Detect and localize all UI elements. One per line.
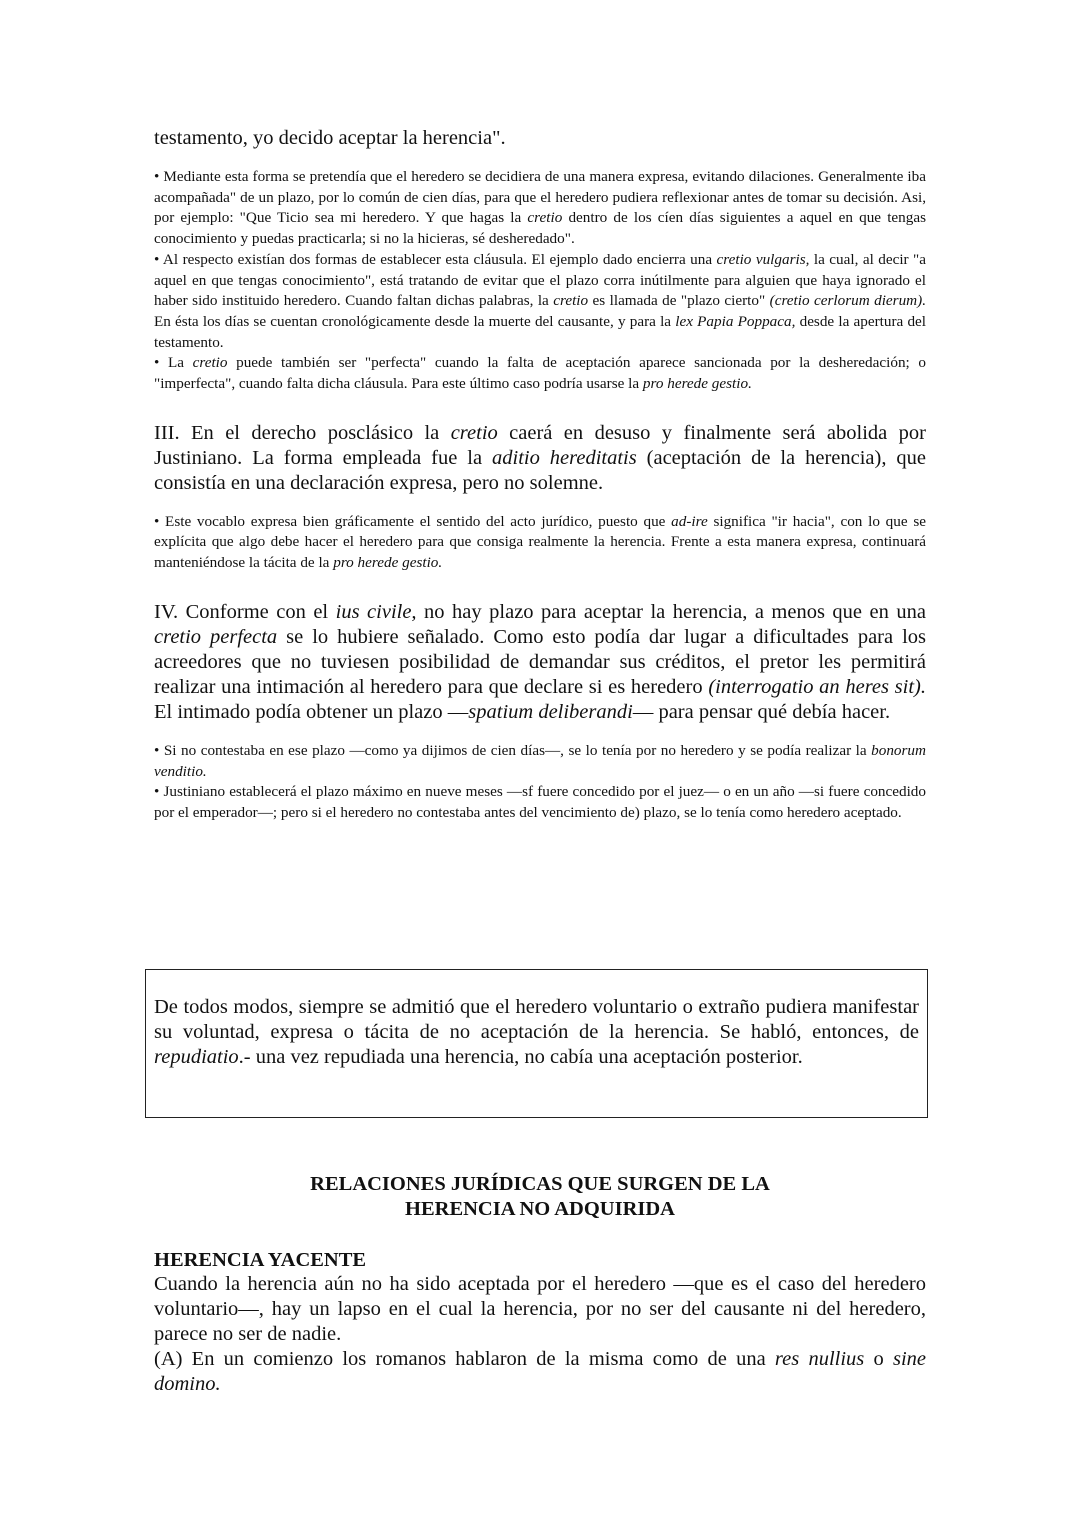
italic-term: ius civile,	[335, 600, 417, 623]
section-paragraph: Cuando la herencia aún no ha sido aceptada por el heredero —que es el caso del heredero voluntario—, hay un lapso en el cual la herencia, por no ser del causante ni del heredero, parece no ser de nadie.	[154, 1273, 926, 1345]
paragraph-iv: IV. Conforme con el ius civile, no hay plazo para aceptar la herencia, a menos que en una cretio perfecta se lo hubiere señalado. Como esto podía dar lugar a dificultades para los acreedores que no tuviesen posibilidad de demandar sus créditos, el pretor les permitirá realizar una intimación al heredero para que declare si es heredero (interrogatio an heres sit). El intimado podía obtener un plazo —spatium deliberandi— para pensar qué debía hacer.	[154, 600, 927, 723]
italic-term: cretio	[553, 292, 589, 310]
repudiatio-box	[145, 969, 928, 1118]
italic-term: cretio vulgaris,	[716, 250, 810, 268]
repudiatio-paragraph: De todos modos, siempre se admitió que el heredero voluntario o extraño pudiera manifestar su voluntad, expresa o tácita de no aceptación de la herencia. Se habló, entonces, de repudiatio.- una vez repudiada una herencia, no cabía una aceptación posterior.	[154, 996, 919, 1068]
bullet-item: • Al respecto existían dos formas de establecer esta cláusula. El ejemplo dado encierra una cretio vulgaris, la cual, al decir "a aquel en que tengas conocimiento", está tratando de evitar que el plazo corra inútilmente para alguien que haya ignorado el haber sido instituido heredero. Cuando faltan dichas palabras, la cretio es llamada de "plazo cierto" (cretio cerlorum dierum). En ésta los días se cuentan cronológicamente desde la muerte del causante, y para la lex Papia Poppaca, desde la apertura del testamento.	[154, 250, 927, 351]
herencia-yacente-section	[154, 1248, 926, 1397]
paragraph-iii: III. En el derecho posclásico la cretio caerá en desuso y finalmente será abolida por Justiniano. La forma empleada fue la aditio hereditatis (aceptación de la herencia), que consistía en una declaración expresa, pero no solemne.	[154, 421, 927, 494]
italic-term: cretio	[450, 421, 498, 444]
italic-term: cretio	[192, 354, 228, 372]
italic-term: pro herede gestio.	[642, 375, 752, 393]
italic-term: cretio	[527, 209, 563, 227]
italic-term: lex Papia Poppaca,	[675, 312, 796, 330]
intro-line: testamento, yo decido aceptar la herencia".	[154, 127, 506, 149]
italic-term: bonorum venditio.	[154, 741, 926, 780]
section-heading	[154, 1172, 926, 1222]
document-page	[154, 126, 926, 824]
heading-line-1: RELACIONES JURÍDICAS QUE SURGEN DE LA	[310, 1173, 770, 1195]
bullet-item: • Si no contestaba en ese plazo —como ya dijimos de cien días—, se lo tenía por no heredero y se podía realizar la bonorum venditio.	[154, 741, 926, 780]
italic-term: (cretio cerlorum dierum).	[769, 292, 926, 310]
italic-term: spatium deliberandi	[468, 700, 633, 723]
bullet-item: • Este vocablo expresa bien gráficamente el sentido del acto jurídico, puesto que ad-ire significa "ir hacia", con lo que se explícita que algo debe hacer el heredero para que consiga realmente la herencia. Frente a esta manera expresa, continuará manteniéndose la tácita de la pro herede gestio.	[154, 512, 926, 572]
bullet-item: • La cretio puede también ser "perfecta" cuando la falta de aceptación aparece sancionada por la desheredación; o "imperfecta", cuando falta dicha cláusula. Para este último caso podría usarse la pro herede gestio.	[154, 354, 926, 393]
italic-term: sine domino.	[154, 1348, 927, 1395]
bullets-group-2	[154, 512, 926, 574]
italic-term: (interrogatio an heres sit).	[708, 675, 927, 698]
heading-line-2: HERENCIA NO ADQUIRIDA	[405, 1198, 675, 1220]
bullets-group-1	[154, 167, 926, 395]
italic-term: repudiatio	[154, 1046, 239, 1068]
italic-term: ad-ire	[671, 512, 708, 530]
section-item-a: (A) En un comienzo los romanos hablaron de la misma como de una res nullius o sine domino.	[154, 1348, 927, 1395]
bullets-group-3	[154, 741, 926, 824]
italic-term: pro herede gestio.	[333, 554, 443, 572]
italic-term: cretio perfecta	[154, 625, 278, 648]
bullet-item: • Justiniano establecerá el plazo máximo en nueve meses —sf fuere concedido por el juez— o en un año —si fuere concedido por el emperador—; pero si el heredero no contestaba antes del vencimiento de) plazo, se lo tenía como heredero aceptado.	[154, 783, 926, 821]
bullet-item: • Mediante esta forma se pretendía que el heredero se decidiera de una manera expresa, evitando dilaciones. Generalmente iba acompañada" de un plazo, por lo común de cien días, para que el heredero pudiera reflexionar antes de tomar su decisión. Asi, por ejemplo: "Que Ticio sea mi heredero. Y que hagas la cretio dentro de los cíen días siguientes a aquel en que tengas conocimiento y puedas practicarla; si no la hicieras, sé desheredado".	[154, 168, 926, 248]
italic-term: aditio hereditatis	[492, 446, 637, 469]
section-title: HERENCIA YACENTE	[154, 1249, 367, 1271]
italic-term: res nullius	[774, 1348, 865, 1370]
